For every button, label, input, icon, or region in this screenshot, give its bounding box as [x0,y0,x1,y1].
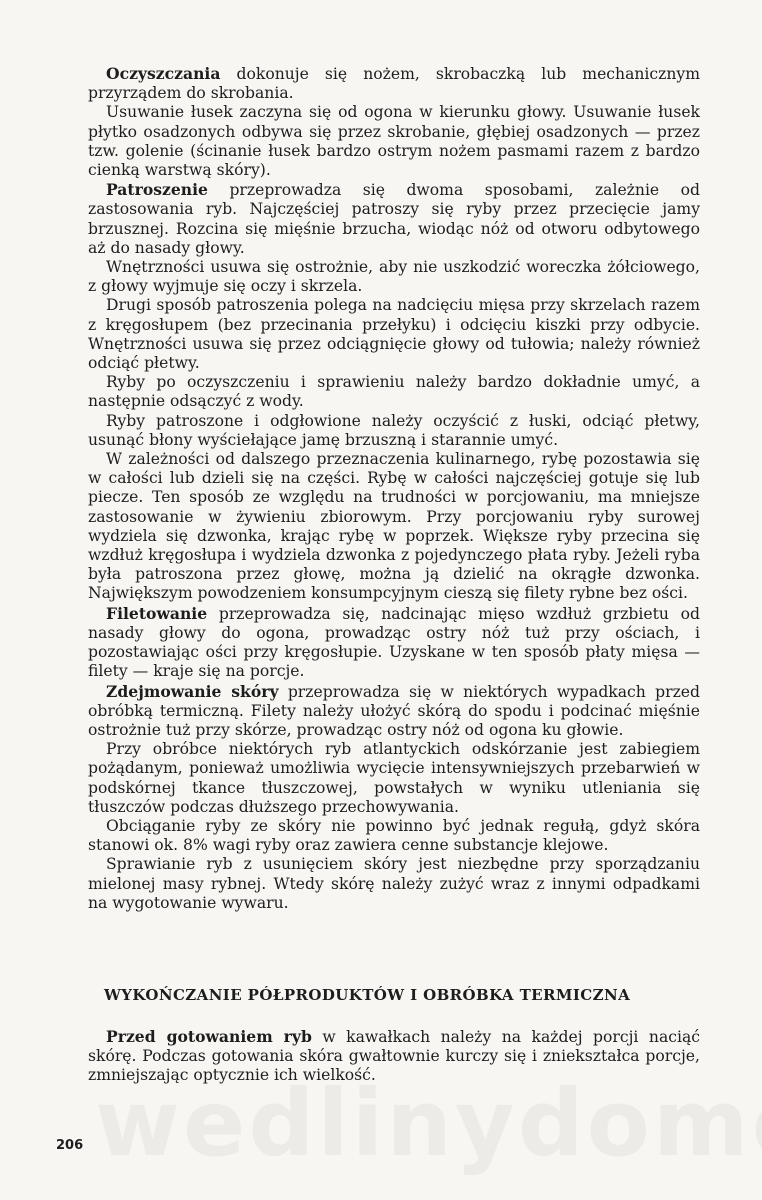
paragraph [88,740,700,817]
paragraph-text: przeprowadza się, nadcinając mięso wzdłuż grzbietu od nasady głowy do ogona, prowadząc ostry nóż tuż przy ościach, i pozostawiając ości przy kręgosłupie. Uzyskane w ten sposób płaty mięsa — filety — kraje się na porcje. [88,604,700,681]
paragraph-text: w kawałkach należy na każdej porcji naciąć skórę. Podczas gotowania skóra gwałtownie kurczy się i zniekształca porcje, zmniejszając optycznie ich wielkość. [88,1028,700,1085]
paragraph [88,258,700,296]
paragraph-text: Obciąganie ryby ze skóry nie powinno być jednak regułą, gdyż skóra stanowi ok. 8% wagi ryby oraz zawiera cenne substancje klejowe. [88,816,700,855]
paragraph-text: Ryby po oczyszczeniu i sprawieniu należy bardzo dokładnie umyć, a następnie odsączyć z wody. [88,373,700,411]
paragraph-bold-lead: Zdejmowanie skóry [106,681,279,701]
paragraph [88,296,700,373]
paragraph-bold-lead: Filetowanie [106,603,208,623]
paragraph-text: Wnętrzności usuwa się ostrożnie, aby nie uszkodzić woreczka żółciowego, z głowy wyjmuje się oczy i skrzela. [88,258,700,296]
paragraph [88,682,700,741]
paragraph-text: Sprawianie ryb z usunięciem skóry jest niezbędne przy sporządzaniu mielonej masy rybnej. Wtedy skórę należy zużyć wraz z innymi odpadkami na wygotowanie wywaru. [88,855,700,912]
section-heading: WYKOŃCZANIE PÓŁPRODUKTÓW I OBRÓBKA TERMICZNA [104,986,631,1004]
paragraph-bold-lead: Oczyszczania [106,64,221,83]
paragraph [88,103,700,180]
paragraph-text: Przy obróbce niektórych ryb atlantyckich odskórzanie jest zabiegiem pożądanym, ponieważ umożliwia wycięcie intensywniejszych przebarwień w podskórnej tkance tłuszczowej, powstałych w wyniku utleniania się tłuszczów podczas dłuższego przechowywania. [88,740,700,816]
paragraph-bold-lead: Patroszenie [106,180,208,200]
page-number: 206 [56,1138,84,1153]
paragraph-text: Usuwanie łusek zaczyna się od ogona w kierunku głowy. Usuwanie łusek płytko osadzonych odbywa się przez skrobanie, głębiej osadzonych — przez tzw. golenie (ścinanie łusek bardzo ostrym nożem pasmami razem z bardzo cienką warstwą skóry). [88,103,700,180]
paragraph-text: przeprowadza się w niektórych wypadkach przed obróbką termiczną. Filety należy ułożyć skórą do spodu i podcinać mięśnie ostrożnie tuż przy skórze, prowadząc ostry nóż od ogona ku głowie. [88,682,701,739]
paragraph-text: przeprowadza się dwoma sposobami, zależnie od zastosowania ryb. Najczęściej patroszy się ryby przez przecięcie jamy brzusznej. Rozcina się mięśnie brzucha, wiodąc nóż od otworu odbytowego aż do nasady głowy. [88,181,700,257]
paragraph-bold-lead: Przed gotowaniem ryb [106,1027,312,1046]
paragraph-text: W zależności od dalszego przeznaczenia kulinarnego, rybę pozostawia się w całości lub dzieli się na części. Rybę w całości najczęściej gotuje się lub piecze. Ten sposób ze względu na trudności w porcjowaniu, ma mniejsze zastosowanie w żywieniu zbiorowym. Przy porcjowaniu ryby surowej wydziela się dzwonka, krając rybę w poprzek. Większe ryby przecina się wzdłuż kręgosłupa i wydziela dzwonka z pojedynczego płata ryby. Jeżeli ryba była patroszona przez głowę, można ją dzielić na okrągłe dzwonka. Największym powodzeniem konsumpcyjnym cieszą się filety rybne bez ości. [88,450,700,603]
paragraph [88,180,700,258]
paragraph [88,604,700,682]
paragraph [88,855,700,913]
paragraph-text: dokonuje się nożem, skrobaczką lub mechanicznym przyrządem do skrobania. [88,65,700,103]
paragraph-text: Ryby patroszone i odgłowione należy oczyścić z łuski, odciąć płetwy, usunąć błony wyściełające jamę brzuszną i starannie umyć. [88,411,700,449]
watermark [95,1070,762,1177]
paragraph [88,373,700,411]
paragraph [88,817,700,855]
body-text [88,64,700,913]
paragraph-text: Drugi sposób patroszenia polega na nadcięciu mięsa przy skrzelach razem z kręgosłupem (bez przecinania przełyku) i odcięciu kiszki przy odbycie. Wnętrzności usuwa się przez odciągnięcie głowy od tułowia; należy również odciąć płetwy. [88,296,700,373]
paragraph [88,412,700,450]
paragraph [88,450,700,604]
paragraph [88,64,700,103]
